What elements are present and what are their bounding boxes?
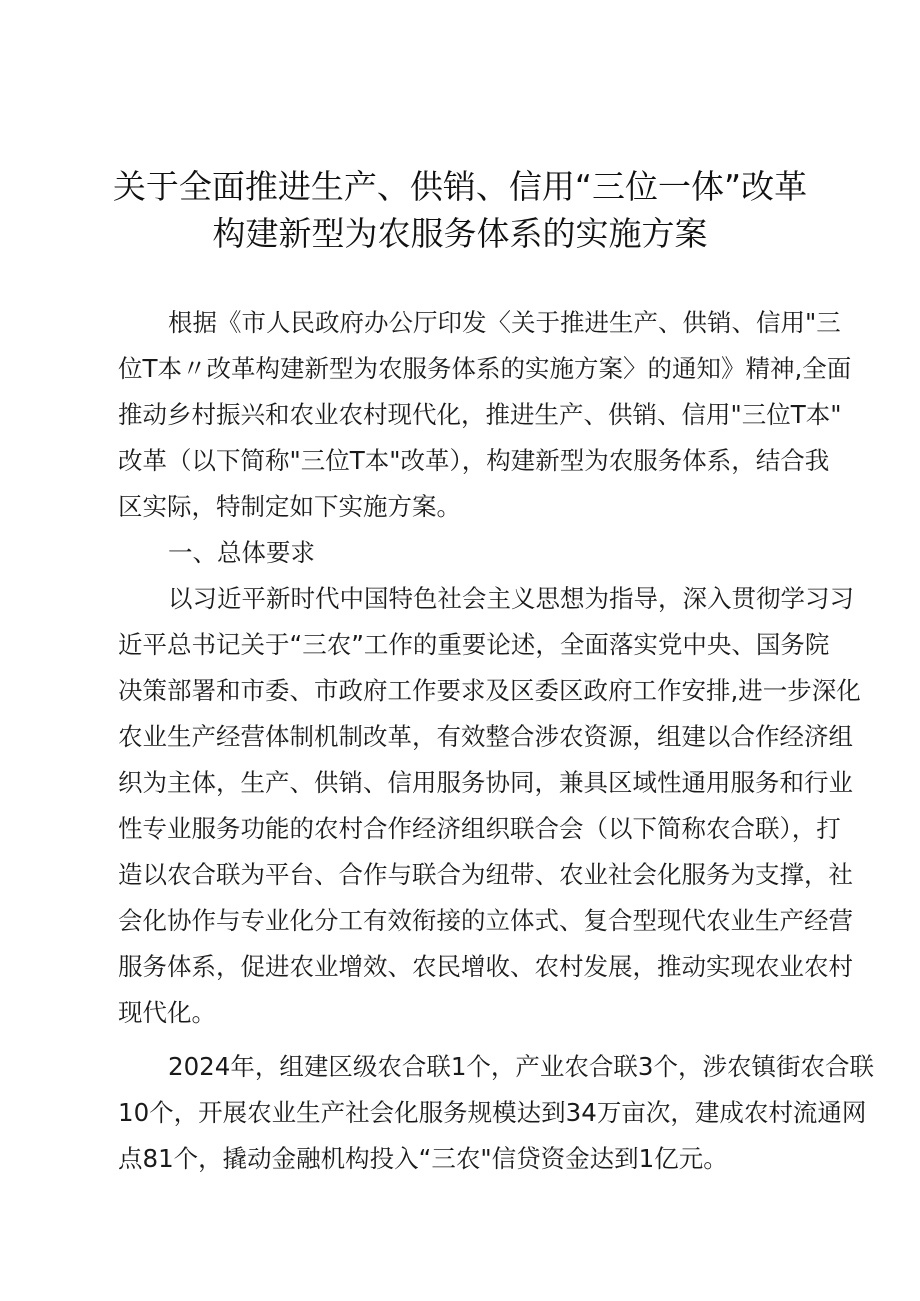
target-line: 2024年，组建区级农合联1个，产业农合联3个，涉农镇街农合联 — [168, 1052, 875, 1081]
section-line: 织为主体，生产、供销、信用服务协同，兼具区域性通用服务和行业 — [118, 768, 853, 797]
intro-line: 位T本〃改革构建新型为农服务体系的实施方案〉的通知》精神,全面 — [118, 354, 852, 383]
section-line: 造以农合联为平台、合作与联合为纽带、农业社会化服务为支撑，社 — [118, 860, 853, 889]
target-line: 10个，开展农业生产社会化服务规模达到34万亩次，建成农村流通网 — [118, 1098, 867, 1127]
intro-line: 改革（以下简称"三位T本"改革），构建新型为农服务体系，结合我 — [118, 446, 830, 475]
section-line: 决策部署和市委、市政府工作要求及区委区政府工作安排,进一步深化 — [118, 676, 861, 705]
target-line: 点81个，撬动金融机构投入“三农"信贷资金达到1亿元。 — [118, 1144, 728, 1173]
document-title-line-1: 关于全面推进生产、供销、信用“三位一体”改革 — [112, 167, 808, 206]
intro-line: 区实际，特制定如下实施方案。 — [118, 492, 461, 521]
section-line: 近平总书记关于“三农”工作的重要论述，全面落实党中央、国务院 — [118, 630, 830, 659]
section-line: 会化协作与专业化分工有效衔接的立体式、复合型现代农业生产经营 — [118, 906, 853, 935]
section-heading: 一、总体要求 — [168, 538, 315, 567]
section-line: 性专业服务功能的农村合作经济组织联合会（以下简称农合联），打 — [118, 814, 841, 843]
document-title-line-2: 构建新型为农服务体系的实施方案 — [212, 214, 708, 253]
section-line: 农业生产经营体制机制改革，有效整合涉农资源，组建以合作经济组 — [118, 722, 853, 751]
document-body — [118, 300, 875, 1182]
section-line: 以习近平新时代中国特色社会主义思想为指导，深入贯彻学习习 — [168, 584, 854, 613]
intro-line: 根据《市人民政府办公厅印发〈关于推进生产、供销、信用"三 — [168, 308, 841, 337]
section-line: 现代化。 — [118, 998, 216, 1027]
section-line: 服务体系，促进农业增效、农民增收、农村发展，推动实现农业农村 — [118, 952, 853, 981]
intro-line: 推动乡村振兴和农业农村现代化，推进生产、供销、信用"三位T本" — [118, 400, 842, 429]
